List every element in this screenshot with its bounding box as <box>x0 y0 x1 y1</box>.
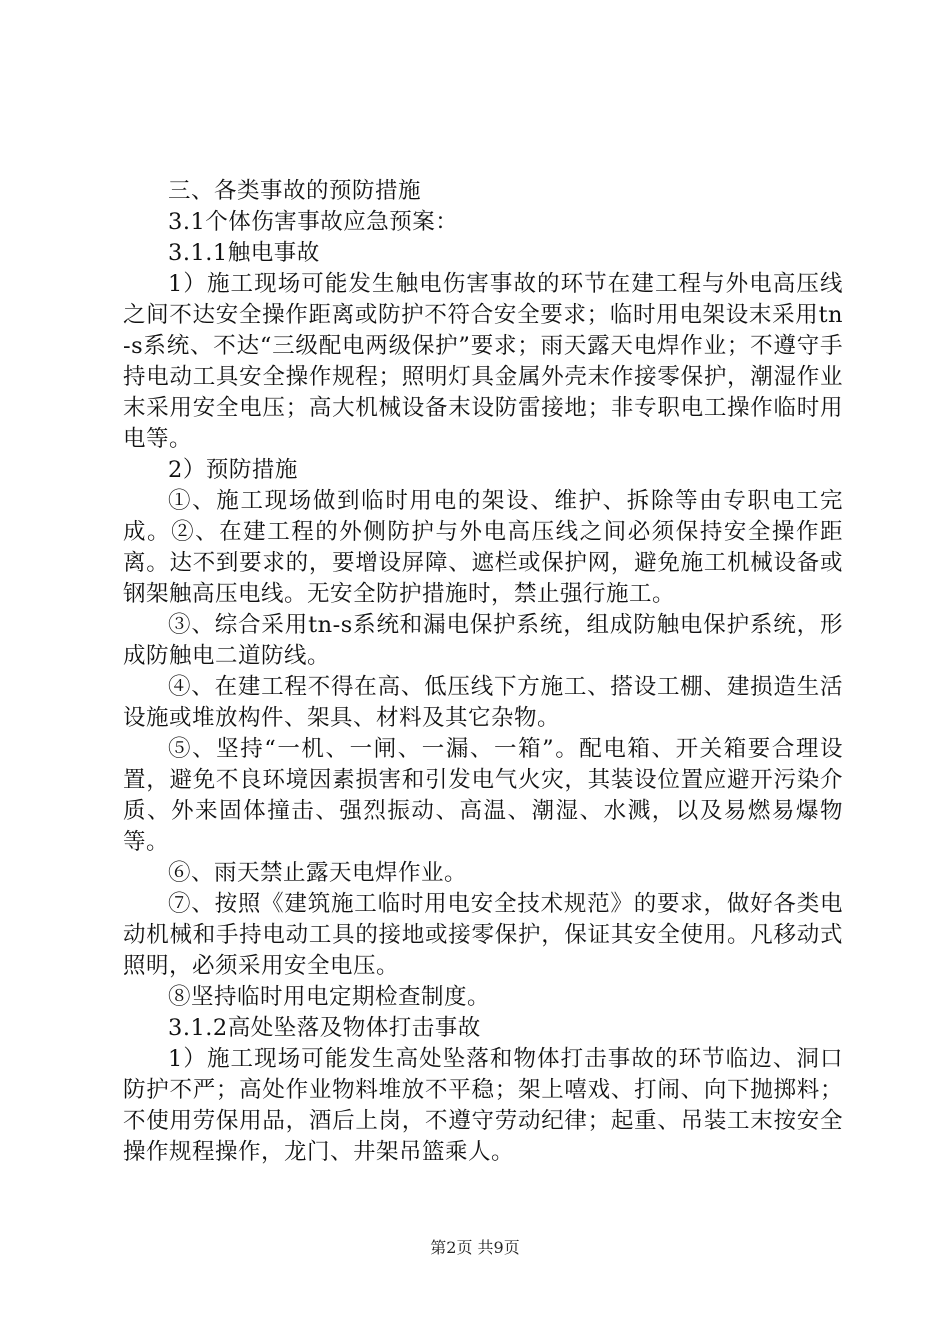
page-number-footer: 第2页 共9页 <box>430 1238 520 1257</box>
body-paragraph: ⑧坚持临时用电定期检查制度。 <box>168 984 491 1010</box>
body-paragraph: ⑤、坚持“一机、一闸、一漏、一箱”。配电箱、开关箱要合理设置，避免不良环境因素损害和引发电气火灾，其装设位置应避开污染介质、外来固体撞击、强烈振动、高温、潮湿、水溅，以及易燃易爆物等。 <box>123 736 843 855</box>
body-paragraph: ⑥、雨天禁止露天电焊作业。 <box>168 860 468 886</box>
body-paragraph: 1）施工现场可能发生触电伤害事故的环节在建工程与外电高压线之间不达安全操作距离或防护不符合安全要求；临时用电架设末采用tn-s系统、不达“三级配电两级保护”要求；雨天露天电焊作业；不遵守手持电动工具安全操作规程；照明灯具金属外壳末作接零保护，潮湿作业末采用安全电压；高大机械设备末设防雷接地；非专职电工操作临时用电等。 <box>123 271 843 452</box>
document-body <box>123 176 843 1168</box>
body-paragraph: ①、施工现场做到临时用电的架设、维护、拆除等由专职电工完成。②、在建工程的外侧防护与外电高压线之间必须保持安全操作距离。达不到要求的，要增设屏障、遮栏或保护网，避免施工机械设备或钢架触高压电线。无安全防护措施时，禁止强行施工。 <box>123 488 843 607</box>
body-paragraph: ④、在建工程不得在高、低压线下方施工、搭设工棚、建损造生活设施或堆放构件、架具、材料及其它杂物。 <box>123 674 843 731</box>
subsection-heading: 3.1个体伤害事故应急预案： <box>168 209 459 235</box>
body-paragraph: 2）预防措施 <box>168 457 298 483</box>
body-paragraph: 1）施工现场可能发生高处坠落和物体打击事故的环节临边、洞口防护不严；高处作业物料堆放不平稳；架上嘻戏、打闹、向下抛掷料；不使用劳保用品，酒后上岗，不遵守劳动纪律；起重、吊装工末按安全操作规程操作，龙门、井架吊篮乘人。 <box>123 1046 843 1165</box>
subsubsection-heading: 3.1.2高处坠落及物体打击事故 <box>168 1015 481 1041</box>
body-paragraph: ③、综合采用tn-s系统和漏电保护系统，组成防触电保护系统，形成防触电二道防线。 <box>123 612 843 669</box>
subsubsection-heading: 3.1.1触电事故 <box>168 240 320 266</box>
body-paragraph: ⑦、按照《建筑施工临时用电安全技术规范》的要求，做好各类电动机械和手持电动工具的接地或接零保护，保证其安全使用。凡移动式照明，必须采用安全电压。 <box>123 891 843 979</box>
section-heading: 三、各类事故的预防措施 <box>168 178 422 204</box>
